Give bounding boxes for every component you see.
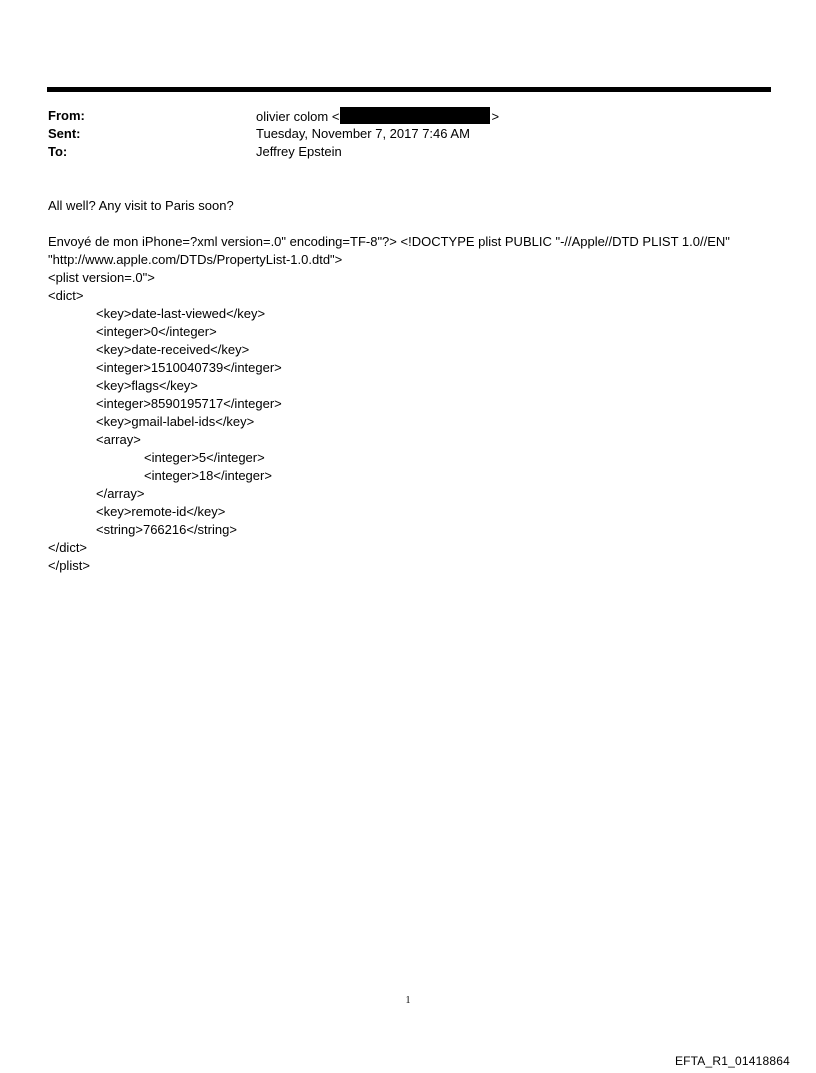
sender-name: olivier colom < [256, 109, 340, 124]
redacted-email-block [340, 107, 490, 124]
body-line: <key>gmail-label-ids</key> [96, 414, 255, 429]
document-id: EFTA_R1_01418864 [674, 1054, 790, 1068]
from-row [48, 107, 768, 125]
greeting-line: All well? Any visit to Paris soon? [48, 198, 234, 213]
body-line: </dict> [48, 540, 88, 555]
sent-value: Tuesday, November 7, 2017 7:46 AM [256, 126, 470, 141]
body-line: <integer>5</integer> [144, 450, 265, 465]
to-label: To: [48, 144, 68, 159]
body-line: <dict> [48, 288, 84, 303]
body-line: <plist version=.0"> [48, 270, 155, 285]
body-line: <integer>0</integer> [96, 324, 217, 339]
page-number: 1 [405, 995, 411, 1006]
body-line: <array> [96, 432, 141, 447]
email-body [48, 197, 788, 575]
body-line: <key>date-received</key> [96, 342, 250, 357]
sent-row [48, 125, 768, 143]
from-value [256, 107, 499, 126]
header-divider [47, 87, 771, 92]
sent-label: Sent: [48, 126, 81, 141]
body-line: </plist> [48, 558, 90, 573]
from-label: From: [48, 108, 85, 123]
body-line: <string>766216</string> [96, 522, 237, 537]
body-line: <integer>8590195717</integer> [96, 396, 282, 411]
sender-close-bracket: > [491, 109, 500, 124]
body-line: <integer>18</integer> [144, 468, 272, 483]
paragraph-gap [48, 215, 788, 233]
body-line: "http://www.apple.com/DTDs/PropertyList-1.0.dtd"> [48, 252, 343, 267]
body-line: </array> [96, 486, 145, 501]
to-value: Jeffrey Epstein [256, 144, 342, 159]
body-line: <key>remote-id</key> [96, 504, 226, 519]
body-line: <key>date-last-viewed</key> [96, 306, 266, 321]
body-line: <key>flags</key> [96, 378, 198, 393]
to-row [48, 143, 768, 161]
email-header [48, 107, 768, 161]
body-line: Envoyé de mon iPhone=?xml version=.0" encoding=TF-8"?> <!DOCTYPE plist PUBLIC "-//Apple//DTD PLIST 1.0//EN" [48, 234, 730, 249]
body-line: <integer>1510040739</integer> [96, 360, 282, 375]
